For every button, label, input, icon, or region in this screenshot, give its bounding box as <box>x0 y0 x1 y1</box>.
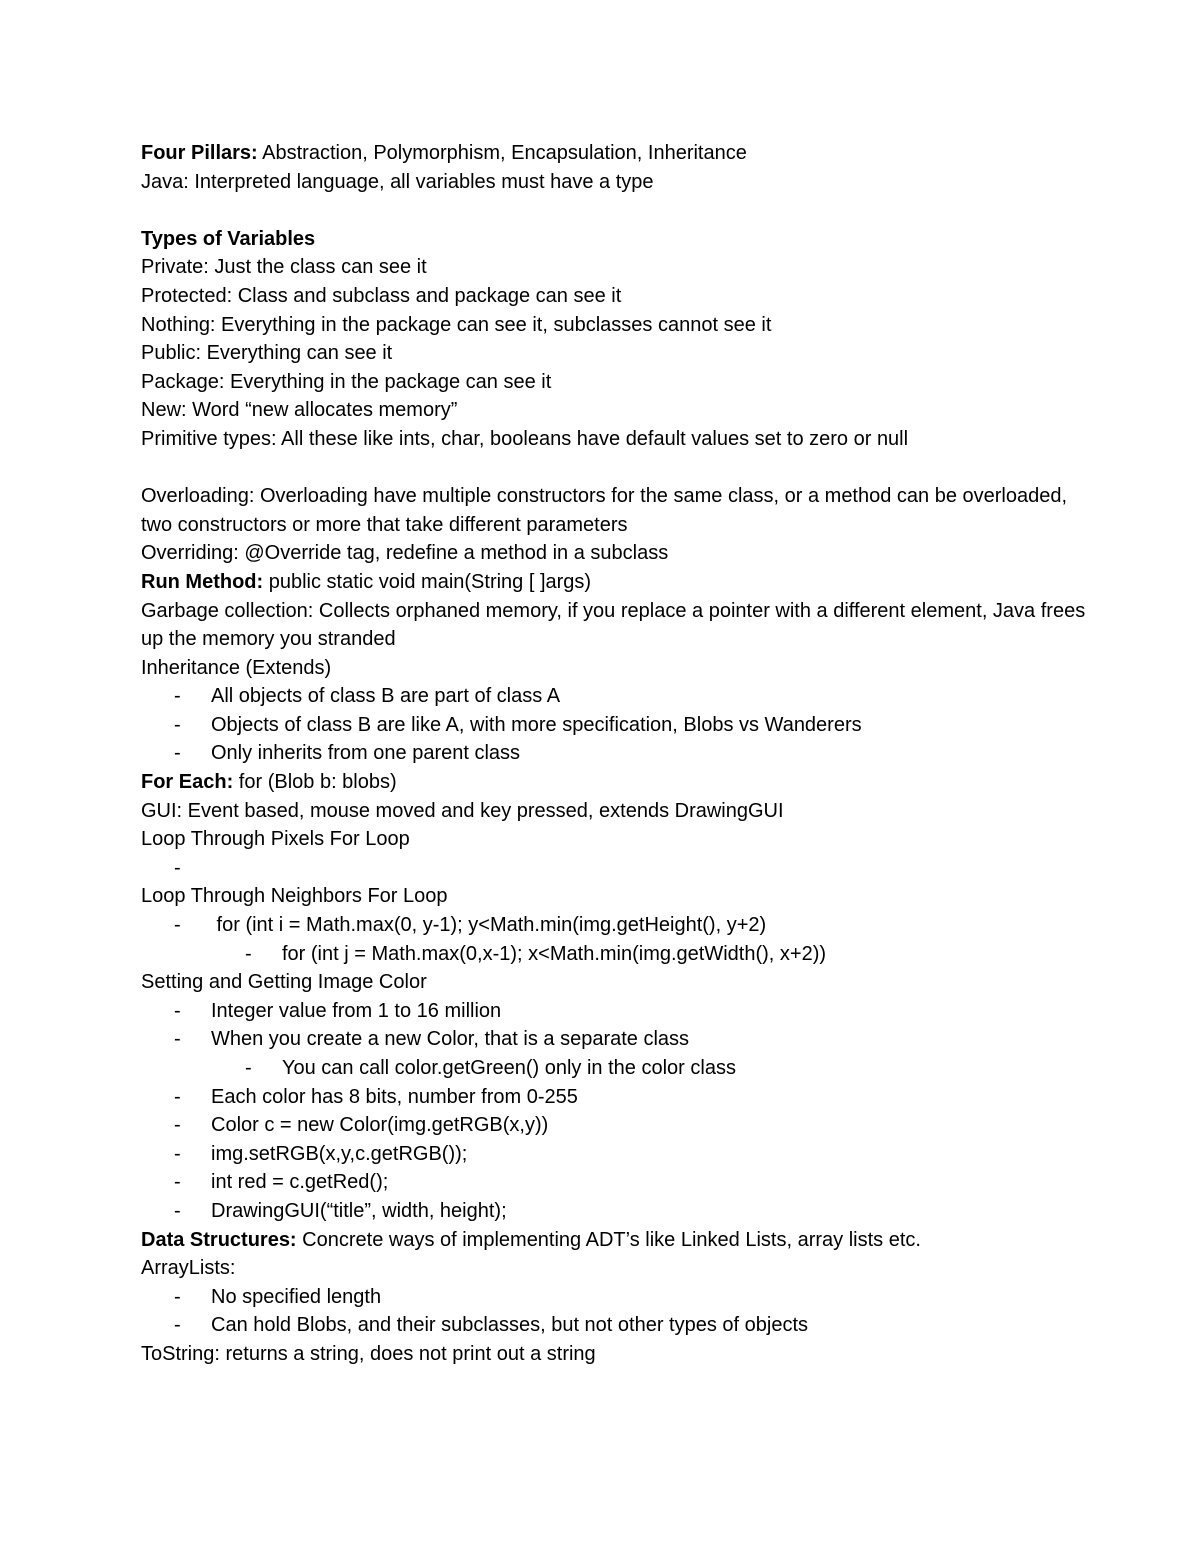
for-each-line <box>141 768 1101 797</box>
loop-neighbors-heading: Loop Through Neighbors For Loop <box>141 885 448 908</box>
types-private: Private: Just the class can see it <box>141 256 427 279</box>
types-package: Package: Everything in the package can see it <box>141 370 552 393</box>
tostring-line: ToString: returns a string, does not print out a string <box>141 1342 596 1365</box>
list-item-text: When you create a new Color, that is a separate class <box>211 1028 690 1051</box>
sub-list-item <box>141 940 1101 969</box>
list-item-text: int red = c.getRed(); <box>211 1171 389 1194</box>
list-item <box>141 1283 1101 1312</box>
bullet-dash: - <box>174 1199 181 1222</box>
list-item-text: DrawingGUI(“title”, width, height); <box>211 1199 507 1222</box>
bullet-dash: - <box>174 1114 181 1137</box>
list-item <box>141 1168 1101 1197</box>
run-method-label: Run Method: <box>141 570 264 593</box>
bullet-dash: - <box>174 1285 181 1308</box>
list-item <box>141 1311 1101 1340</box>
gui-line: GUI: Event based, mouse moved and key pressed, extends DrawingGUI <box>141 799 784 822</box>
document-page <box>141 139 1101 1369</box>
list-item-text: Can hold Blobs, and their subclasses, but not other types of objects <box>211 1314 809 1337</box>
types-nothing: Nothing: Everything in the package can see it, subclasses cannot see it <box>141 313 772 336</box>
color-heading: Setting and Getting Image Color <box>141 971 427 994</box>
bullet-dash: - <box>174 1142 181 1165</box>
for-each-text: for (Blob b: blobs) <box>233 771 397 794</box>
types-public: Public: Everything can see it <box>141 342 393 365</box>
types-protected: Protected: Class and subclass and package can see it <box>141 284 622 307</box>
bullet-dash: - <box>174 914 181 937</box>
bullet-dash: - <box>174 1314 181 1337</box>
four-pillars-line <box>141 139 1101 168</box>
types-heading: Types of Variables <box>141 227 316 250</box>
bullet-dash: - <box>174 685 181 708</box>
list-item-text: No specified length <box>211 1285 382 1308</box>
bullet-dash: - <box>174 999 181 1022</box>
list-item <box>141 739 1101 768</box>
list-item <box>141 682 1101 711</box>
spacer <box>141 196 1101 225</box>
list-item <box>141 1025 1101 1054</box>
bullet-dash: - <box>174 1171 181 1194</box>
list-item <box>141 854 1101 883</box>
data-structures-line <box>141 1226 1101 1255</box>
bullet-dash: - <box>174 1085 181 1108</box>
list-item <box>141 1140 1101 1169</box>
sub-list-item <box>141 1054 1101 1083</box>
types-primitive: Primitive types: All these like ints, char, booleans have default values set to zero or null <box>141 427 909 450</box>
overloading-paragraph: Overloading: Overloading have multiple constructors for the same class, or a method can be overloaded, two constructors or more that take different parameters <box>141 485 1068 536</box>
arraylists-heading: ArrayLists: <box>141 1257 236 1280</box>
garbage-collection-paragraph: Garbage collection: Collects orphaned memory, if you replace a pointer with a different element, Java frees up the memory you stranded <box>141 599 1086 651</box>
list-item-text: Objects of class B are like A, with more specification, Blobs vs Wanderers <box>211 713 862 736</box>
list-item-text: Only inherits from one parent class <box>211 742 521 765</box>
java-line: Java: Interpreted language, all variables must have a type <box>141 170 654 193</box>
inheritance-heading: Inheritance (Extends) <box>141 656 332 679</box>
list-item-text: All objects of class B are part of class A <box>211 685 561 708</box>
list-item-text: Each color has 8 bits, number from 0-255 <box>211 1085 578 1108</box>
list-item-text: for (int i = Math.max(0, y-1); y<Math.min(img.getHeight(), y+2) <box>211 914 767 937</box>
data-structures-text: Concrete ways of implementing ADT’s like Linked Lists, array lists etc. <box>296 1228 921 1251</box>
run-method-text: public static void main(String [ ]args) <box>263 570 592 593</box>
bullet-dash: - <box>174 1028 181 1051</box>
bullet-dash: - <box>174 713 181 736</box>
bullet-dash: - <box>174 742 181 765</box>
list-item-text: Integer value from 1 to 16 million <box>211 999 502 1022</box>
run-method-line <box>141 568 1101 597</box>
data-structures-label: Data Structures: <box>141 1228 297 1251</box>
four-pillars-text: Abstraction, Polymorphism, Encapsulation, Inheritance <box>257 142 747 164</box>
overriding-line: Overriding: @Override tag, redefine a method in a subclass <box>141 542 669 565</box>
list-item-text: Color c = new Color(img.getRGB(x,y)) <box>211 1114 549 1137</box>
loop-pixels-heading: Loop Through Pixels For Loop <box>141 828 410 851</box>
bullet-dash: - <box>174 856 181 879</box>
list-item <box>141 1111 1101 1140</box>
list-item-text: img.setRGB(x,y,c.getRGB()); <box>211 1142 468 1165</box>
list-item <box>141 997 1101 1026</box>
list-item <box>141 911 1101 940</box>
list-item <box>141 1083 1101 1112</box>
bullet-dash: - <box>245 942 252 965</box>
for-each-label: For Each: <box>141 771 234 794</box>
list-item-text: for (int j = Math.max(0,x-1); x<Math.min(img.getWidth(), x+2)) <box>282 942 827 965</box>
list-item <box>141 711 1101 740</box>
four-pillars-label: Four Pillars: <box>141 142 258 164</box>
bullet-dash: - <box>245 1057 252 1079</box>
types-new: New: Word “new allocates memory” <box>141 399 458 422</box>
spacer <box>141 454 1101 483</box>
list-item-text: You can call color.getGreen() only in the color class <box>282 1057 736 1079</box>
list-item <box>141 1197 1101 1226</box>
